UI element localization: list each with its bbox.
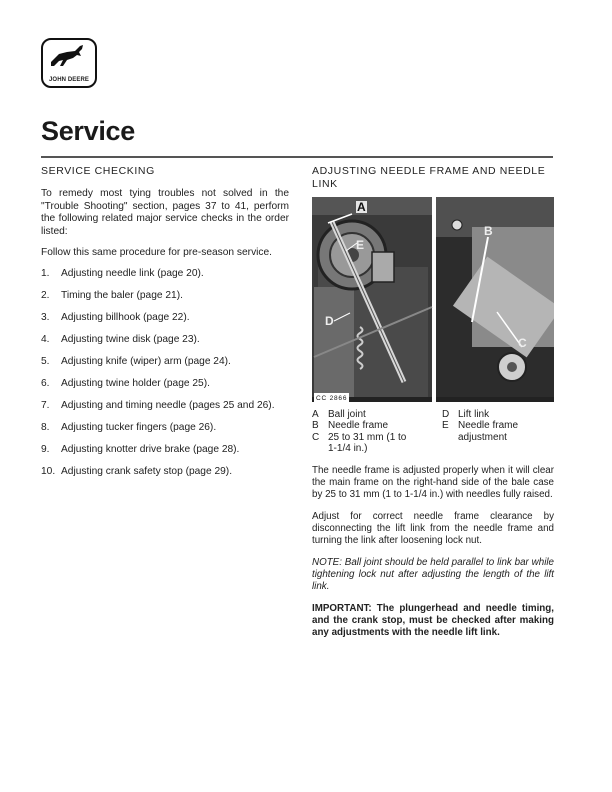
step-text: Adjusting twine holder (page 25). xyxy=(61,377,210,389)
step-text: Adjusting billhook (page 22). xyxy=(61,311,190,323)
intro-paragraph: To remedy most tying troubles not solved in the "Trouble Shooting" section, pages 37 to 41, perform the following related major service checks in the order listed: xyxy=(41,187,289,238)
service-steps-list xyxy=(41,268,289,479)
step-number: 10. xyxy=(41,465,56,477)
step-number: 8. xyxy=(41,421,50,433)
step-text: Adjusting twine disk (page 23). xyxy=(61,333,200,345)
leaping-deer-icon xyxy=(47,42,91,72)
legend-item xyxy=(442,420,554,443)
note-paragraph: NOTE: Ball joint should be held parallel to link bar while tightening lock nut after adjusting the length of the lift link. xyxy=(312,556,554,592)
legend-text: Lift link xyxy=(458,408,490,420)
list-item xyxy=(41,444,289,457)
list-item xyxy=(41,290,289,303)
step-number: 1. xyxy=(41,267,50,279)
needle-frame-section xyxy=(312,165,554,639)
step-number: 3. xyxy=(41,311,50,323)
step-number: 6. xyxy=(41,377,50,389)
list-item xyxy=(41,356,289,369)
callout-e: E xyxy=(356,237,365,252)
list-item xyxy=(41,400,289,413)
step-text: Adjusting tucker fingers (page 26). xyxy=(61,421,217,433)
legend-text: Ball joint xyxy=(328,408,366,420)
callout-a: A xyxy=(357,199,366,214)
legend-column-right xyxy=(442,409,554,455)
step-number: 7. xyxy=(41,399,50,411)
page-title: Service xyxy=(41,116,135,146)
legend-text: 25 to 31 mm (1 to 1-1/4 in.) xyxy=(328,431,407,455)
step-text: Adjusting crank safety stop (page 29). xyxy=(61,465,233,477)
needle-frame-heading: ADJUSTING NEEDLE FRAME AND NEEDLE LINK xyxy=(312,165,546,190)
john-deere-logo xyxy=(41,38,97,88)
adjust-paragraph: Adjust for correct needle frame clearance by disconnecting the lift link from the needle frame and turning the link after loosening lock nut. xyxy=(312,510,554,546)
clearance-paragraph: The needle frame is adjusted properly when it will clear the main frame on the right-hand side of the bale case by 25 to 31 mm (1 to 1-1/4 in.) with needles fully raised. xyxy=(312,464,554,500)
service-checking-section xyxy=(41,165,289,488)
step-text: Adjusting knife (wiper) arm (page 24). xyxy=(61,355,231,367)
legend-text: Needle frame adjustment xyxy=(458,420,519,443)
legend-letter: E xyxy=(442,420,449,432)
legend-letter: D xyxy=(442,408,450,420)
legend-letter: A xyxy=(312,408,319,420)
callout-c: C xyxy=(518,335,527,350)
legend-item xyxy=(312,409,442,421)
photo-illustration xyxy=(312,197,554,405)
step-number: 2. xyxy=(41,289,50,301)
callout-b: B xyxy=(484,223,493,238)
legend-text: Needle frame xyxy=(328,420,389,432)
logo-brand-text: JOHN DEERE xyxy=(48,77,89,83)
needle-frame-photo xyxy=(312,197,554,405)
step-text: Adjusting needle link (page 20). xyxy=(61,267,204,279)
legend-column-left xyxy=(312,409,442,455)
legend-letter: C xyxy=(312,431,320,443)
callout-d: D xyxy=(325,313,334,328)
legend-letter: B xyxy=(312,420,319,432)
step-text: Adjusting and timing needle (pages 25 and 26). xyxy=(61,399,275,411)
step-number: 9. xyxy=(41,443,50,455)
important-paragraph: IMPORTANT: The plungerhead and needle timing, and the crank stop, must be checked after making any adjustments with the needle lift link. xyxy=(312,602,554,638)
title-rule xyxy=(41,156,553,158)
list-item xyxy=(41,466,289,479)
service-checking-heading: SERVICE CHECKING xyxy=(41,165,155,177)
step-number: 5. xyxy=(41,355,50,367)
step-text: Timing the baler (page 21). xyxy=(61,289,183,301)
photo-legend xyxy=(312,409,554,455)
list-item xyxy=(41,312,289,325)
legend-item xyxy=(442,409,554,421)
follow-paragraph: Follow this same procedure for pre-season service. xyxy=(41,246,273,258)
list-item xyxy=(41,334,289,347)
step-text: Adjusting knotter drive brake (page 28). xyxy=(61,443,240,455)
list-item xyxy=(41,378,289,391)
list-item xyxy=(41,268,289,281)
photo-code: CC 2866 xyxy=(314,393,349,406)
list-item xyxy=(41,422,289,435)
legend-item xyxy=(312,420,442,432)
step-number: 4. xyxy=(41,333,50,345)
legend-item xyxy=(312,432,442,455)
